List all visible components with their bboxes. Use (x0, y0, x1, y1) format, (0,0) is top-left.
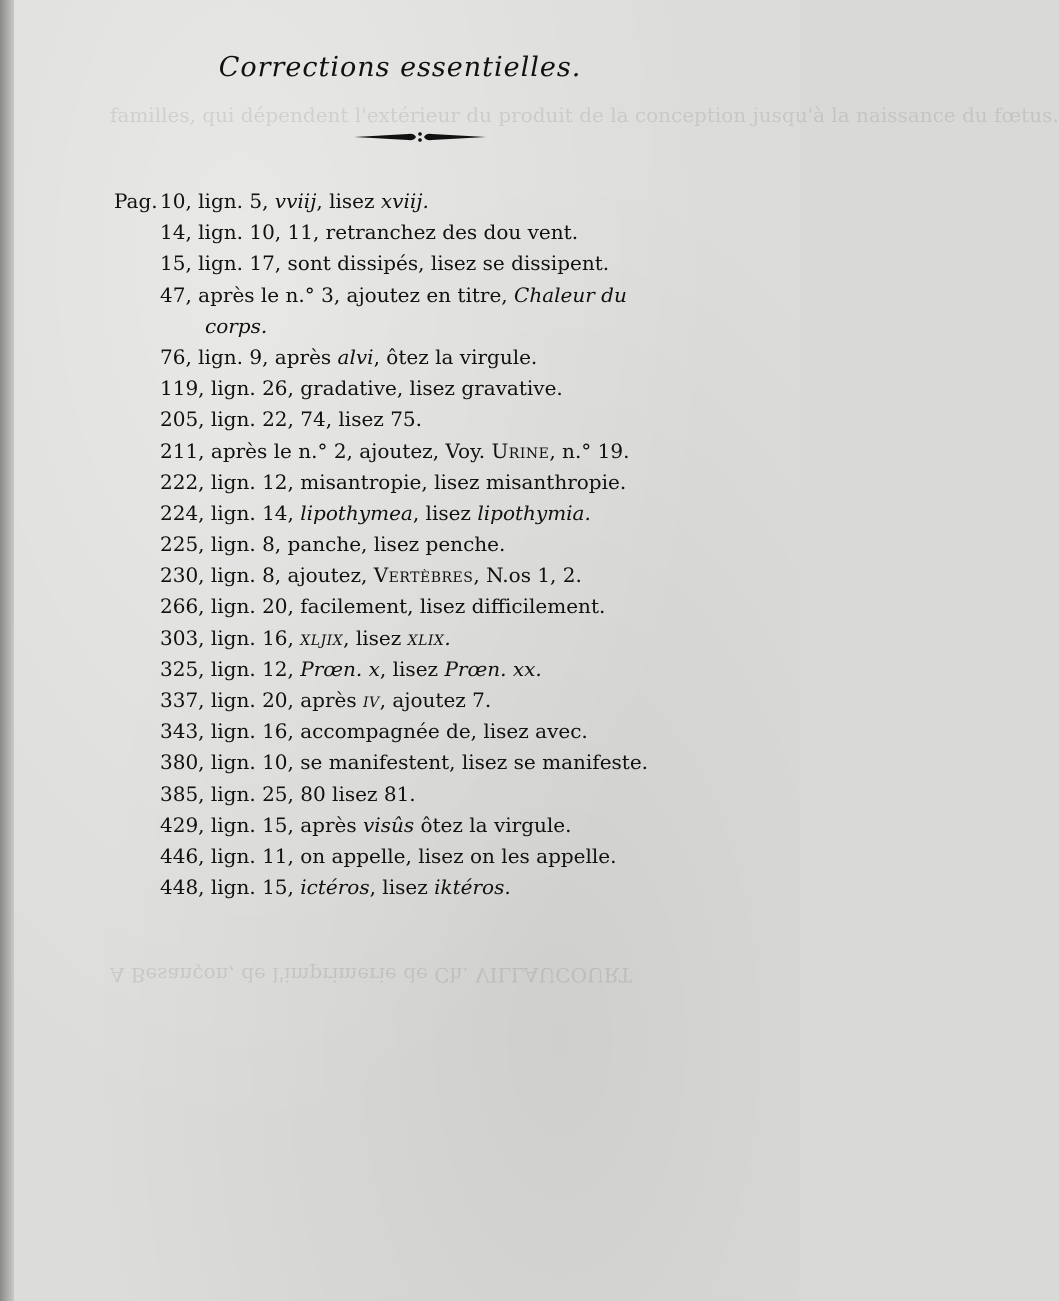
correction-entry (0, 810, 800, 841)
correction-text (160, 779, 416, 810)
bleed-through-text-top: familles, qui dépendent l'extérieur du produit de la conception jusqu'à la naissance du fœtus. (110, 103, 1059, 127)
correction-text (160, 436, 629, 467)
text-segment: , lisez (316, 189, 381, 213)
correction-entry (0, 217, 800, 248)
correction-entry (0, 467, 800, 498)
italic-term: visûs (363, 812, 415, 837)
italic-term: Prœn. x (300, 656, 380, 681)
small-caps-term: Urine (491, 438, 550, 463)
text-segment: , lisez (412, 500, 478, 525)
correction-text (160, 591, 605, 622)
text-segment: 224, lign. 14, (160, 500, 301, 525)
ornament-rule-icon (352, 128, 488, 146)
text-segment: 266, lign. 20, facilement, lisez difficilement. (160, 594, 606, 619)
correction-continuation (0, 311, 800, 342)
correction-entry (0, 280, 800, 311)
correction-text (160, 560, 582, 591)
text-segment: 15, lign. 17, sont dissipés, lisez se dissipent. (160, 251, 610, 276)
italic-term: lipothymia. (477, 500, 591, 525)
text-segment: , N.os 1, 2. (473, 563, 582, 588)
italic-term: vviij (274, 189, 317, 213)
correction-text (160, 872, 511, 903)
correction-entry (0, 373, 800, 404)
correction-text (160, 654, 542, 685)
correction-text (160, 810, 571, 841)
text-segment: , ôtez la virgule. (373, 344, 538, 369)
correction-entry (0, 591, 800, 622)
correction-text (160, 373, 563, 404)
correction-entry (0, 186, 800, 217)
text-segment: 337, lign. 20, après (160, 688, 363, 712)
correction-entry (0, 685, 800, 716)
text-segment: 47, après le n.° 3, ajoutez en titre, (160, 282, 515, 307)
correction-entry (0, 747, 800, 778)
italic-term: xviij. (380, 189, 429, 213)
correction-text (160, 498, 591, 529)
text-segment: 76, lign. 9, après (160, 344, 338, 369)
text-segment: 205, lign. 22, 74, lisez 75. (160, 407, 423, 432)
text-segment: 211, après le n.° 2, ajoutez, Voy. (160, 438, 492, 463)
italic-term: xlix. (407, 625, 452, 650)
correction-entry (0, 560, 800, 591)
text-segment: 446, lign. 11, on appelle, lisez on les appelle. (160, 843, 617, 868)
page-abbrev-label: Pag. (114, 189, 158, 213)
correction-entry (0, 872, 800, 903)
italic-term: lipothymea (300, 500, 413, 525)
correction-text (205, 311, 267, 342)
correction-entry (0, 623, 800, 654)
text-segment: 429, lign. 15, après (160, 812, 363, 837)
correction-entry (0, 342, 800, 373)
italic-term: xljix (300, 625, 344, 650)
italic-term: iv (363, 688, 380, 712)
correction-text (160, 747, 648, 778)
italic-term: alvi (337, 344, 374, 369)
text-segment: 303, lign. 16, (160, 625, 301, 650)
text-segment: , lisez (379, 656, 445, 681)
text-segment: 10, lign. 5, (160, 189, 275, 213)
italic-term: Prœn. xx. (444, 656, 542, 681)
correction-text (160, 467, 626, 498)
correction-entry (0, 654, 800, 685)
page-title: Corrections essentielles. (218, 52, 582, 83)
text-segment: , n.° 19. (549, 438, 630, 463)
text-segment: , ajoutez 7. (379, 688, 492, 712)
correction-text (160, 280, 627, 311)
text-segment: 385, lign. 25, 80 lisez 81. (160, 781, 416, 806)
text-segment: 343, lign. 16, accompagnée de, lisez avec. (160, 719, 588, 744)
correction-text (160, 342, 537, 373)
text-segment: 448, lign. 15, (160, 875, 301, 900)
correction-text (160, 716, 588, 747)
correction-entry (0, 529, 800, 560)
text-segment: 225, lign. 8, panche, lisez penche. (160, 532, 506, 557)
correction-entry (0, 436, 800, 467)
text-segment: 380, lign. 10, se manifestent, lisez se manifeste. (160, 750, 649, 775)
correction-text (160, 529, 505, 560)
correction-text (160, 217, 578, 248)
text-segment: , lisez (343, 625, 408, 650)
italic-term: corps. (205, 313, 268, 338)
correction-entry (0, 248, 800, 279)
text-segment: 325, lign. 12, (160, 656, 301, 681)
text-segment: , lisez (369, 875, 435, 900)
correction-entry (0, 841, 800, 872)
correction-entry (0, 404, 800, 435)
correction-text (160, 186, 429, 217)
correction-text (160, 248, 609, 279)
text-segment: ôtez la virgule. (414, 812, 572, 837)
text-segment: 222, lign. 12, misantropie, lisez misanthropie. (160, 469, 627, 494)
italic-term: iktéros. (434, 875, 511, 900)
text-segment: 230, lign. 8, ajoutez, (160, 563, 374, 588)
correction-entry (0, 498, 800, 529)
italic-term: Chaleur du (514, 282, 627, 307)
correction-text (160, 685, 491, 716)
correction-entry (0, 779, 800, 810)
corrections-list (0, 186, 800, 903)
small-caps-term: Vertèbres (373, 563, 474, 588)
correction-text (160, 404, 422, 435)
italic-term: ictéros (300, 875, 370, 900)
correction-text (160, 841, 617, 872)
bleed-through-text-bottom: A Besançon, de l'imprimerie de Ch. VILLAUCOURT (110, 963, 632, 987)
text-segment: 119, lign. 26, gradative, lisez gravative. (160, 376, 563, 401)
text-segment: 14, lign. 10, 11, retranchez des dou vent. (160, 220, 579, 245)
correction-entry (0, 716, 800, 747)
correction-text (160, 623, 451, 654)
